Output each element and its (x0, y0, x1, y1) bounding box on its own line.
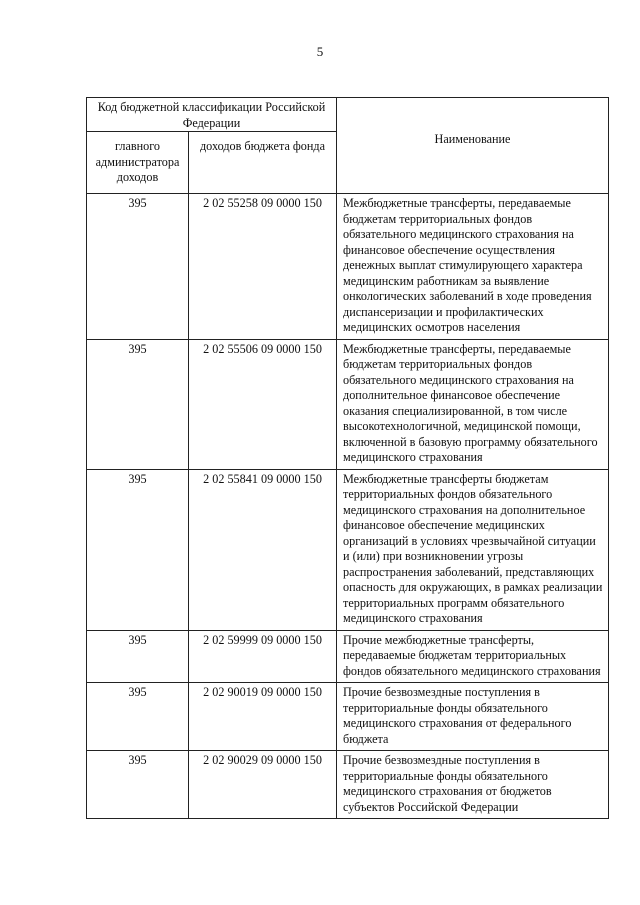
header-budget-classification-code: Код бюджетной классификации Российской Федерации (87, 98, 337, 132)
name-cell: Прочие межбюджетные трансферты, передаваемые бюджетам территориальных фондов обязательного медицинского страхования (337, 630, 609, 683)
admin-code-cell: 395 (87, 630, 189, 683)
header-name (337, 98, 609, 194)
header-fund-income: доходов бюджета фонда (189, 132, 337, 194)
page-number: 5 (316, 44, 324, 59)
admin-code-cell: 395 (87, 194, 189, 340)
income-code-cell: 2 02 59999 09 0000 150 (189, 630, 337, 683)
name-cell: Прочие безвозмездные поступления в территориальные фонды обязательного медицинского страхования от федерального бюджета (337, 683, 609, 751)
admin-code-cell: 395 (87, 469, 189, 630)
name-cell: Межбюджетные трансферты, передаваемые бюджетам территориальных фондов обязательного медицинского страхования на дополнительное финансовое обеспечение оказания специализированной, в том числе высокотехнологичной, медицинской помощи, включенной в базовую программу обязательного медицинского страхования (337, 339, 609, 469)
table-row (87, 339, 609, 469)
table-row (87, 630, 609, 683)
name-cell: Межбюджетные трансферты, передаваемые бюджетам территориальных фондов обязательного медицинского страхования на финансовое обеспечение осуществления денежных выплат стимулирующего характера медицинским работникам за выявление онкологических заболеваний в ходе проведения диспансеризации и профилактических медицинских осмотров населения (337, 194, 609, 340)
header-main-administrator: главного администратора доходов (87, 132, 189, 194)
admin-code-cell: 395 (87, 339, 189, 469)
income-code-cell: 2 02 90019 09 0000 150 (189, 683, 337, 751)
income-code-cell: 2 02 55506 09 0000 150 (189, 339, 337, 469)
table-row (87, 194, 609, 340)
table-row (87, 683, 609, 751)
budget-classification-table (86, 97, 609, 819)
header-name-label: Наименование (434, 131, 511, 146)
income-code-cell: 2 02 90029 09 0000 150 (189, 751, 337, 819)
table-row (87, 751, 609, 819)
table-header-row (87, 98, 609, 132)
name-cell: Прочие безвозмездные поступления в территориальные фонды обязательного медицинского страхования от бюджетов субъектов Российской Федерации (337, 751, 609, 819)
admin-code-cell: 395 (87, 751, 189, 819)
table-row (87, 469, 609, 630)
name-cell: Межбюджетные трансферты бюджетам территориальных фондов обязательного медицинского страхования на дополнительное финансовое обеспечение медицинских организаций в условиях чрезвычайной ситуации и (или) при возникновении угрозы распространения заболеваний, представляющих опасность для окружающих, в рамках реализации территориальных программ обязательного медицинского страхования (337, 469, 609, 630)
income-code-cell: 2 02 55841 09 0000 150 (189, 469, 337, 630)
admin-code-cell: 395 (87, 683, 189, 751)
income-code-cell: 2 02 55258 09 0000 150 (189, 194, 337, 340)
